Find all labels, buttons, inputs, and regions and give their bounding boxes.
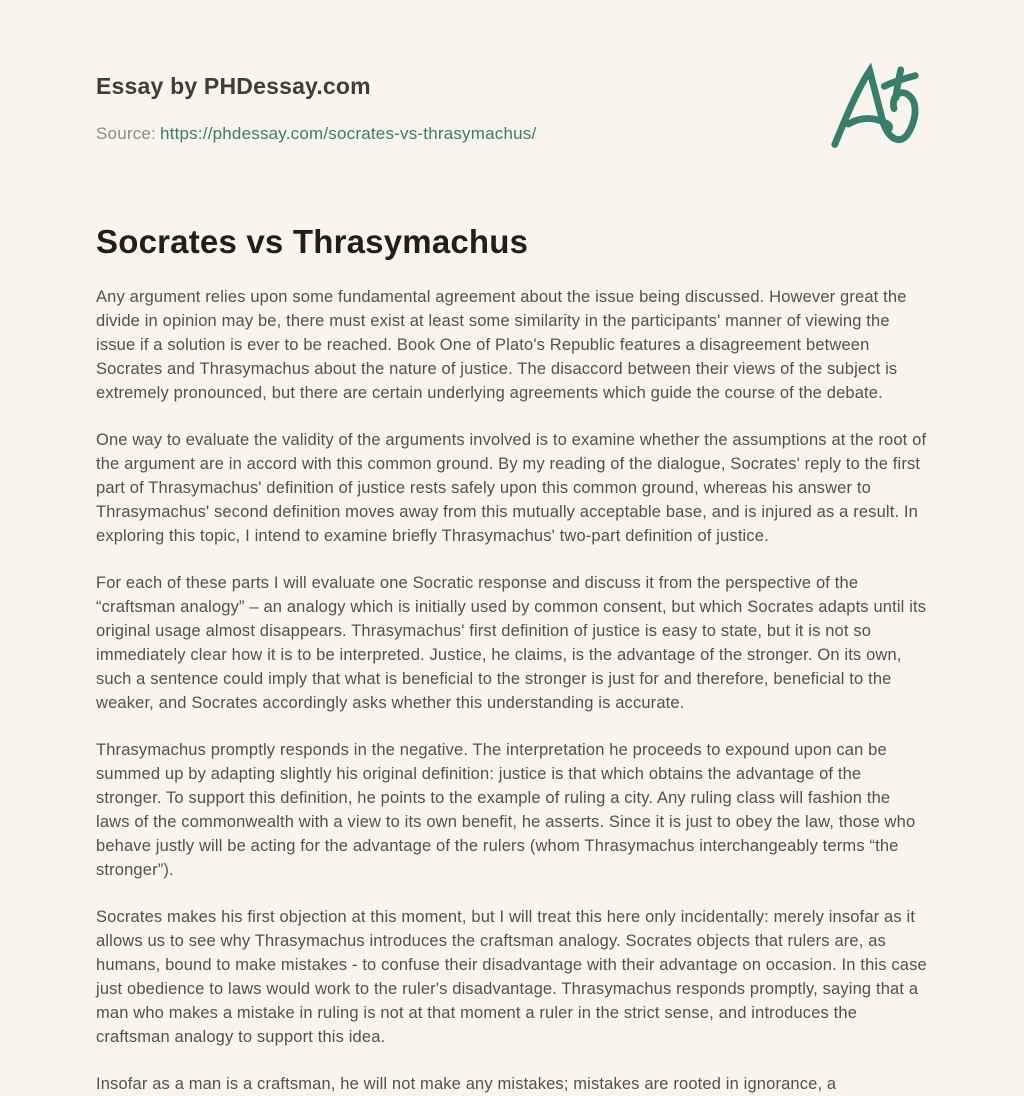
essay-body bbox=[96, 285, 928, 1096]
aplus-logo-icon bbox=[828, 62, 925, 161]
essay-paragraph: Any argument relies upon some fundamental agreement about the issue being discussed. However great the divide in opinion may be, there must exist at least some similarity in the participants' manner of viewing the issue if a solution is ever to be reached. Book One of Plato's Republic features a disagreement between Socrates and Thrasymachus about the nature of justice. The disaccord between their views of the subject is extremely pronounced, but there are certain underlying agreements which guide the course of the debate. bbox=[96, 288, 907, 402]
source-label: Source: bbox=[96, 124, 156, 143]
essay-paragraph: For each of these parts I will evaluate one Socratic response and discuss it from the perspective of the “craftsman analogy” – an analogy which is initially used by common consent, but which Socrates adapts until its original usage almost disappears. Thrasymachus' first definition of justice is easy to state, but it is not so immediately clear how it is to be interpreted. Justice, he claims, is the advantage of the stronger. On its own, such a sentence could imply that what is beneficial to the stronger is just for and therefore, beneficial to the weaker, and Socrates accordingly asks whether this understanding is accurate. bbox=[96, 574, 927, 712]
essay-title: Socrates vs Thrasymachus bbox=[96, 223, 529, 260]
essay-paragraph: Thrasymachus promptly responds in the negative. The interpretation he proceeds to expound upon can be summed up by adapting slightly his original definition: justice is that which obtains the advantage of the stronger. To support this definition, he points to the example of ruling a city. Any ruling class will fashion the laws of the commonwealth with a view to its own benefit, he asserts. Since it is just to obey the law, those who behave justly will be acting for the advantage of the rulers (whom Thrasymachus interchangeably terms “the stronger”). bbox=[96, 741, 916, 879]
brand-heading: Essay by PHDessay.com bbox=[96, 73, 371, 99]
essay-paragraph: Socrates makes his first objection at this moment, but I will treat this here only incidentally: merely insofar as it allows us to see why Thrasymachus introduces the craftsman analogy. Socrates objects that rulers are, as humans, bound to make mistakes - to confuse their disadvantage with their advantage on occasion. In this case just obedience to laws would work to the ruler's disadvantage. Thrasymachus responds promptly, saying that a man who makes a mistake in ruling is not at that moment a ruler in the strict sense, and introduces the craftsman analogy to support this idea. bbox=[96, 908, 927, 1046]
source-row bbox=[96, 122, 928, 146]
essay-paragraph: One way to evaluate the validity of the arguments involved is to examine whether the assumptions at the root of the argument are in accord with this common ground. By my reading of the dialogue, Socrates' reply to the first part of Thrasymachus' definition of justice rests safely upon this common ground, whereas his answer to Thrasymachus' second definition moves away from this mutually acceptable base, and is injured as a result. In exploring this topic, I intend to examine briefly Thrasymachus' two-part definition of justice. bbox=[96, 431, 927, 545]
essay-paragraph: Insofar as a man is a craftsman, he will not make any mistakes; mistakes are rooted in ignorance, a bbox=[96, 1075, 837, 1093]
source-link[interactable]: https://phdessay.com/socrates-vs-thrasymachus/ bbox=[160, 124, 537, 143]
